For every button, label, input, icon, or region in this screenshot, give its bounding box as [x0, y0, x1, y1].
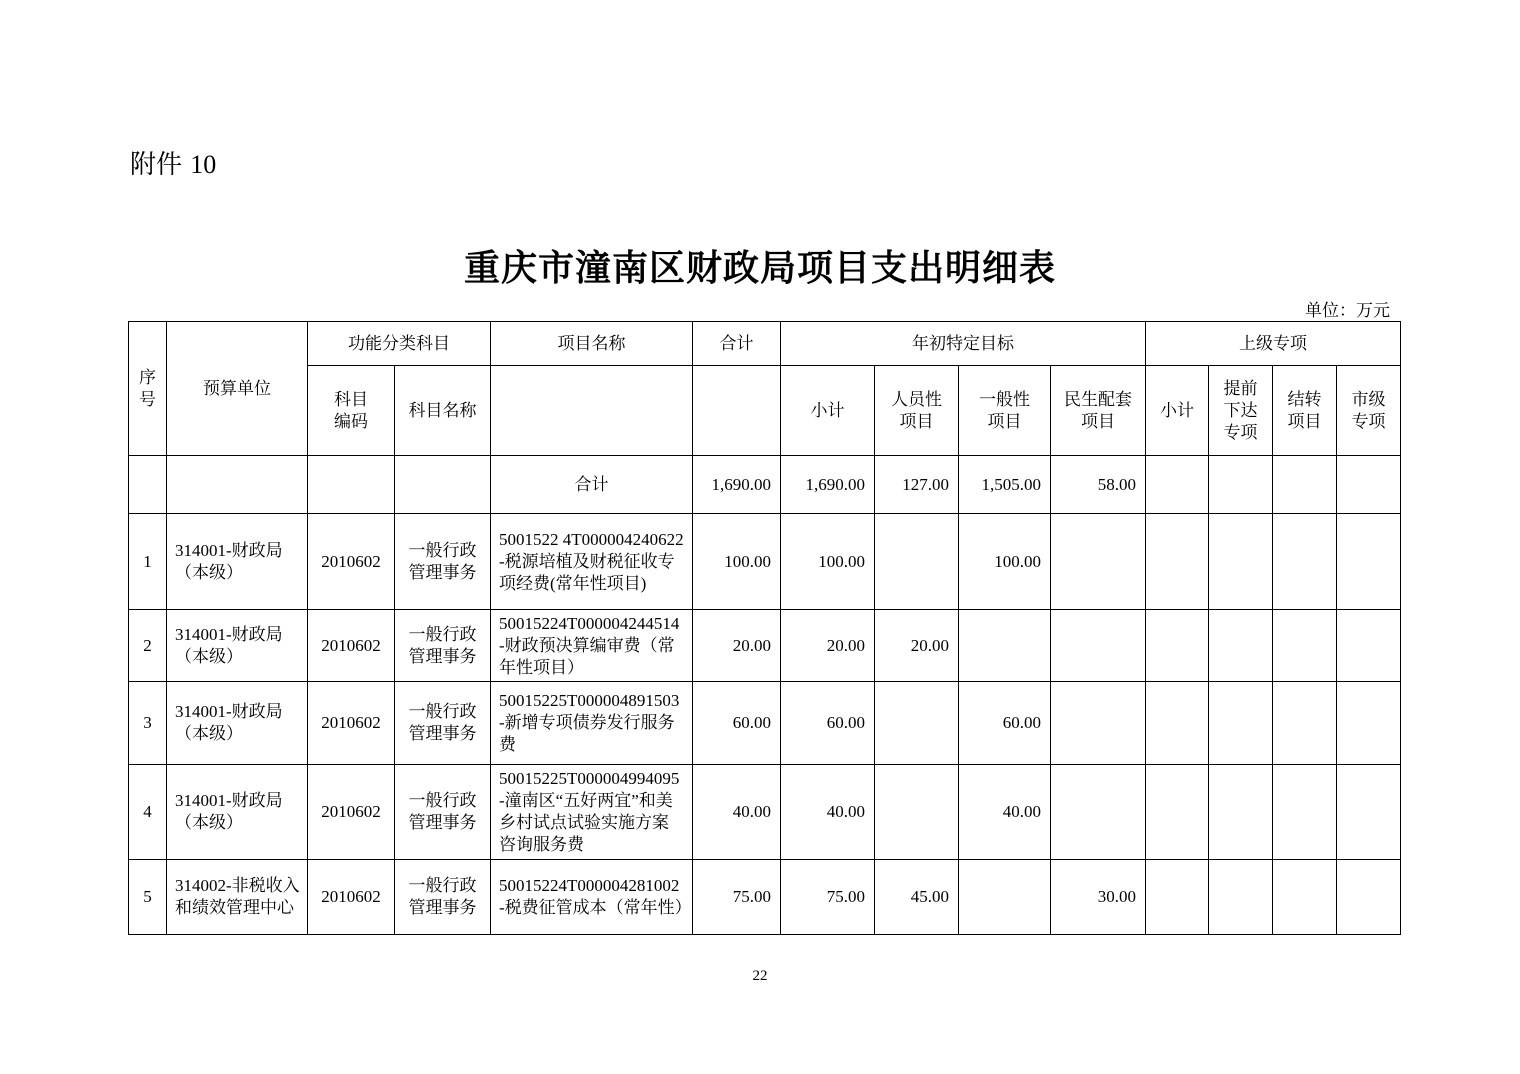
table-row: 3 314001-财政局（本级） 2010602 一般行政管理事务 50015225T000004891503-新增专项债券发行服务费 60.00 60.00 60.00	[129, 682, 1401, 765]
col-superior: 上级专项	[1146, 322, 1401, 366]
col-subject-name: 科目名称	[395, 366, 491, 456]
col-seq: 序号	[139, 367, 156, 409]
col-func-class: 功能分类科目	[308, 322, 491, 366]
page-number: 22	[752, 968, 768, 984]
table-row: 4 314001-财政局（本级） 2010602 一般行政管理事务 50015225T000004994095-潼南区“五好两宜”和美乡村试点试验实施方案咨询服务费 40.00 40.00 40.00	[129, 765, 1401, 860]
attachment-label: 附件 10	[130, 150, 217, 180]
summary-total: 1,690.00	[693, 456, 781, 514]
summary-at-livelihood: 58.00	[1051, 456, 1146, 514]
summary-at-personnel: 127.00	[875, 456, 959, 514]
col-at-general: 一般性项目	[979, 389, 1030, 431]
col-project-name-sub	[491, 366, 693, 456]
summary-row	[129, 456, 1401, 514]
col-at-livelihood: 民生配套项目	[1064, 389, 1132, 431]
col-sp-city: 市级专项	[1351, 389, 1386, 431]
col-annual-target: 年初特定目标	[781, 322, 1146, 366]
page-title: 重庆市潼南区财政局项目支出明细表	[463, 248, 1056, 289]
col-total: 合计	[693, 322, 781, 366]
summary-at-general: 1,505.00	[959, 456, 1051, 514]
col-sp-subtotal: 小计	[1146, 366, 1209, 456]
unit-label: 单位：万元	[1305, 301, 1390, 320]
table-row: 2 314001-财政局（本级） 2010602 一般行政管理事务 50015224T000004244514-财政预决算编审费（常年性项目） 20.00 20.00 20.00	[129, 610, 1401, 682]
table-row: 1 314001-财政局（本级） 2010602 一般行政管理事务 5001522 4T000004240622-税源培植及财税征收专项经费(常年性项目) 100.00 100.00 100.00	[129, 514, 1401, 610]
col-sp-advance: 提前下达专项	[1223, 378, 1258, 442]
col-sp-carryover: 结转项目	[1287, 389, 1322, 431]
summary-at-subtotal: 1,690.00	[781, 456, 875, 514]
col-at-subtotal: 小计	[781, 366, 875, 456]
col-project-name: 项目名称	[491, 322, 693, 366]
col-total-sub	[693, 366, 781, 456]
summary-label: 合计	[491, 456, 693, 514]
table-row: 5 314002-非税收入和绩效管理中心 2010602 一般行政管理事务 50015224T000004281002-税费征管成本（常年性） 75.00 75.00 45.00 30.00	[129, 860, 1401, 935]
col-subject-code: 科目编码	[334, 389, 368, 431]
col-unit: 预算单位	[167, 322, 308, 456]
col-at-personnel: 人员性项目	[891, 389, 942, 431]
project-expenditure-table	[128, 321, 1401, 935]
